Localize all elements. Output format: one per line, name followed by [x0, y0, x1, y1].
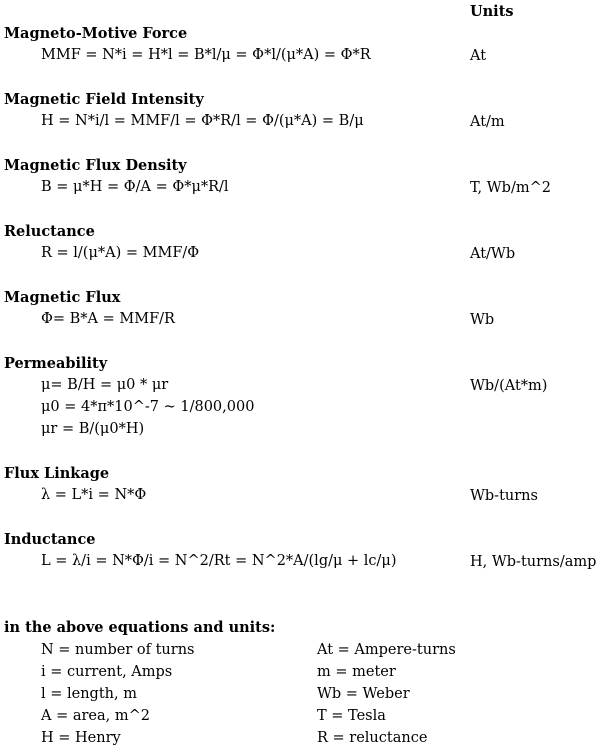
legend-item: i = current, Amps [41, 664, 173, 680]
legend-item: m = meter [317, 664, 396, 680]
equation-inductance: L = λ/i = N*Φ/i = N^2/Rt = N^2*A/(lg/μ + lc/μ) [41, 553, 397, 569]
equation-permeability-1: μ= B/H = μ0 * μr [41, 377, 169, 393]
equation-flux: Φ= B*A = MMF/R [41, 311, 175, 327]
section-title-permeability: Permeability [4, 355, 108, 372]
section-title-flux-linkage: Flux Linkage [4, 465, 110, 482]
section-title-flux: Magnetic Flux [4, 289, 121, 306]
section-title-inductance: Inductance [4, 531, 96, 548]
legend-title: in the above equations and units: [4, 619, 276, 636]
units-flux-density: T, Wb/m^2 [470, 180, 551, 196]
legend-item: H = Henry [41, 730, 121, 746]
equation-permeability-3: μr = B/(μ0*H) [41, 421, 145, 437]
equation-flux-linkage: λ = L*i = N*Φ [41, 487, 147, 503]
equation-mmf: MMF = N*i = H*l = B*l/μ = Φ*l/(μ*A) = Φ*R [41, 47, 371, 63]
legend-item: A = area, m^2 [41, 708, 150, 724]
section-title-mmf: Magneto-Motive Force [4, 25, 188, 42]
legend-item: l = length, m [41, 686, 137, 702]
legend-item: R = reluctance [317, 730, 428, 746]
units-header: Units [470, 3, 514, 20]
units-reluctance: At/Wb [470, 246, 516, 262]
equation-flux-density: B = μ*H = Φ/A = Φ*μ*R/l [41, 179, 229, 195]
section-title-reluctance: Reluctance [4, 223, 95, 240]
units-flux: Wb [470, 312, 495, 328]
legend-item: T = Tesla [317, 708, 386, 724]
units-mmf: At [470, 48, 487, 64]
legend-item: At = Ampere-turns [317, 642, 456, 658]
equation-reluctance: R = l/(μ*A) = MMF/Φ [41, 245, 200, 261]
equation-field-intensity: H = N*i/l = MMF/l = Φ*R/l = Φ/(μ*A) = B/μ [41, 113, 364, 129]
section-title-field-intensity: Magnetic Field Intensity [4, 91, 204, 108]
legend-item: Wb = Weber [317, 686, 410, 702]
units-field-intensity: At/m [470, 114, 505, 130]
units-flux-linkage: Wb-turns [470, 488, 538, 504]
section-title-flux-density: Magnetic Flux Density [4, 157, 187, 174]
legend-item: N = number of turns [41, 642, 195, 658]
equation-permeability-2: μ0 = 4*π*10^-7 ~ 1/800,000 [41, 399, 255, 415]
units-inductance: H, Wb-turns/amp [470, 554, 597, 570]
units-permeability: Wb/(At*m) [470, 378, 548, 394]
